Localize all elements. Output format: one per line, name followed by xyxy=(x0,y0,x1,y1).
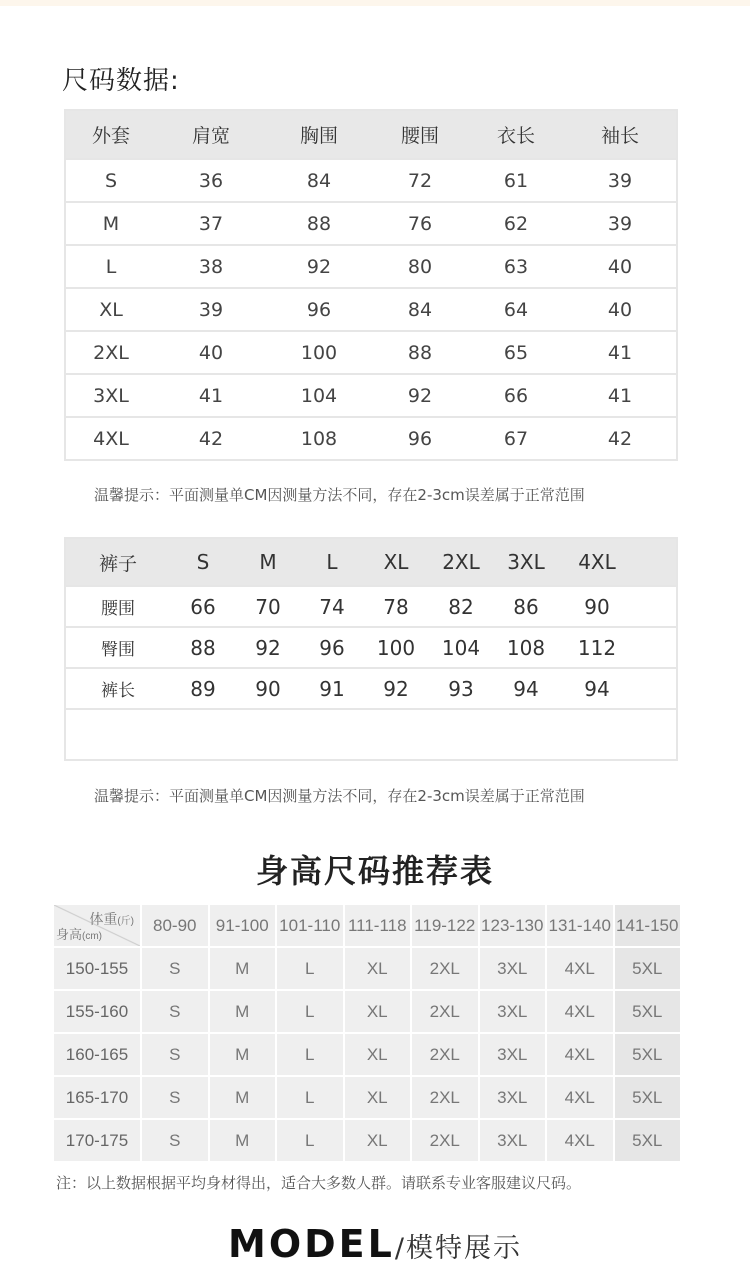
table-cell: 64 xyxy=(503,298,529,321)
table-row xyxy=(65,159,677,202)
table-cell: 61 xyxy=(503,169,529,192)
table-row xyxy=(54,948,680,989)
table-row xyxy=(54,1120,680,1161)
table-cell: 80 xyxy=(407,255,433,278)
table-cell: 100 xyxy=(300,341,338,364)
table-cell: 42 xyxy=(607,427,633,450)
table-cell: L xyxy=(277,1120,343,1161)
table-row xyxy=(54,1077,680,1118)
table-cell: 41 xyxy=(607,384,633,407)
pants-header-cell: 2XL xyxy=(442,550,480,574)
table-cell: XL xyxy=(345,991,411,1032)
table-cell: S xyxy=(142,1077,208,1118)
table-cell: 104 xyxy=(300,384,338,407)
coat-header-cell: 胸围 xyxy=(299,125,338,147)
table-cell: 90 xyxy=(584,594,610,619)
weight-range-header: 111-118 xyxy=(345,905,411,946)
table-cell: M xyxy=(210,948,276,989)
table-cell: 5XL xyxy=(615,1034,681,1075)
table-row xyxy=(65,374,677,417)
table-cell: S xyxy=(142,1034,208,1075)
height-range-cell: 170-175 xyxy=(54,1120,140,1161)
table-cell: 40 xyxy=(607,255,633,278)
coat-header-cell: 肩宽 xyxy=(191,125,230,147)
table-cell: 88 xyxy=(306,212,332,235)
coat-size-cell: S xyxy=(104,169,118,192)
table-cell: 3XL xyxy=(480,1077,546,1118)
table-cell: 38 xyxy=(198,255,224,278)
coat-header-cell: 袖长 xyxy=(600,125,639,147)
table-cell: 39 xyxy=(607,169,633,192)
measurement-tip: 温馨提示：平面测量单CM因测量方法不同，存在2-3cm误差属于正常范围 xyxy=(94,787,585,805)
table-cell: 91 xyxy=(319,676,345,701)
table-cell: 2XL xyxy=(412,991,478,1032)
table-cell: 4XL xyxy=(547,991,613,1032)
table-cell: 5XL xyxy=(615,1120,681,1161)
section-title: 尺码数据: xyxy=(62,66,180,96)
table-cell: 37 xyxy=(198,212,224,235)
table-cell: 5XL xyxy=(615,948,681,989)
empty-cell xyxy=(65,709,677,760)
coat-header-cell: 衣长 xyxy=(496,125,535,147)
table-cell: L xyxy=(277,991,343,1032)
coat-size-cell: XL xyxy=(99,298,123,321)
table-cell: 108 xyxy=(506,635,546,660)
table-cell: 2XL xyxy=(412,1120,478,1161)
height-range-cell: 160-165 xyxy=(54,1034,140,1075)
table-row xyxy=(65,627,677,668)
height-range-cell: 165-170 xyxy=(54,1077,140,1118)
table-cell: 4XL xyxy=(547,1034,613,1075)
table-cell: 86 xyxy=(513,594,539,619)
table-cell: 96 xyxy=(306,298,332,321)
table-cell: L xyxy=(277,1077,343,1118)
table-cell: XL xyxy=(345,1077,411,1118)
table-cell: 104 xyxy=(441,635,481,660)
table-cell: 5XL xyxy=(615,991,681,1032)
table-cell: 112 xyxy=(577,635,617,660)
table-row xyxy=(65,586,677,627)
table-cell: 67 xyxy=(503,427,529,450)
table-cell: 82 xyxy=(448,594,474,619)
coat-header-cell: 腰围 xyxy=(400,125,439,147)
weight-range-header: 101-110 xyxy=(277,905,343,946)
table-cell: 78 xyxy=(383,594,409,619)
table-cell: S xyxy=(142,948,208,989)
table-cell: 66 xyxy=(190,594,216,619)
pants-header-cell: L xyxy=(326,550,338,574)
table-cell: 108 xyxy=(300,427,338,450)
table-cell: 40 xyxy=(607,298,633,321)
table-cell: 96 xyxy=(319,635,345,660)
table-cell: M xyxy=(210,1034,276,1075)
recommendation-note: 注：以上数据根据平均身材得出，适合大多数人群。请联系专业客服建议尺码。 xyxy=(56,1174,582,1192)
weight-range-header: 91-100 xyxy=(210,905,276,946)
table-cell: M xyxy=(210,1077,276,1118)
pants-size-table xyxy=(64,537,678,761)
table-cell: 39 xyxy=(607,212,633,235)
table-cell: 41 xyxy=(198,384,224,407)
table-cell: 39 xyxy=(198,298,224,321)
table-cell: 3XL xyxy=(480,1120,546,1161)
table-row xyxy=(65,288,677,331)
coat-size-cell: 3XL xyxy=(93,384,129,407)
table-cell: 3XL xyxy=(480,1034,546,1075)
table-cell: M xyxy=(210,991,276,1032)
table-cell: S xyxy=(142,1120,208,1161)
table-cell: 42 xyxy=(198,427,224,450)
table-cell: L xyxy=(277,948,343,989)
table-cell: 76 xyxy=(407,212,433,235)
top-band xyxy=(0,0,750,6)
height-range-cell: 155-160 xyxy=(54,991,140,1032)
table-cell: XL xyxy=(345,1120,411,1161)
table-cell: 3XL xyxy=(480,991,546,1032)
table-cell: 92 xyxy=(407,384,433,407)
table-spacer xyxy=(636,668,677,709)
weight-range-header: 80-90 xyxy=(142,905,208,946)
model-heading-zh: /模特展示 xyxy=(394,1233,522,1264)
table-cell: 84 xyxy=(306,169,332,192)
table-spacer xyxy=(636,627,677,668)
model-heading-en: MODEL xyxy=(228,1222,395,1266)
table-cell: 92 xyxy=(383,676,409,701)
table-row xyxy=(54,991,680,1032)
table-cell: 88 xyxy=(190,635,216,660)
pants-header-cell: 4XL xyxy=(578,550,616,574)
table-cell: 92 xyxy=(255,635,281,660)
table-cell: L xyxy=(277,1034,343,1075)
table-cell: S xyxy=(142,991,208,1032)
pants-header-cell: S xyxy=(196,550,210,574)
table-cell: 65 xyxy=(503,341,529,364)
pants-header-cell: M xyxy=(259,550,277,574)
table-cell: 4XL xyxy=(547,1077,613,1118)
table-cell: 2XL xyxy=(412,1034,478,1075)
table-cell: 63 xyxy=(503,255,529,278)
coat-size-cell: 2XL xyxy=(93,341,129,364)
coat-header-row xyxy=(65,110,677,159)
table-cell: 41 xyxy=(607,341,633,364)
table-cell: 5XL xyxy=(615,1077,681,1118)
corner-cell xyxy=(54,905,140,946)
pants-header-spacer xyxy=(636,538,677,586)
table-cell: 94 xyxy=(584,676,610,701)
table-cell: 62 xyxy=(503,212,529,235)
table-spacer xyxy=(636,586,677,627)
table-row xyxy=(65,417,677,460)
table-cell: XL xyxy=(345,1034,411,1075)
table-row xyxy=(65,331,677,374)
height-range-cell: 150-155 xyxy=(54,948,140,989)
empty-row xyxy=(65,709,677,760)
pants-header-cell: 3XL xyxy=(507,550,545,574)
table-cell: 90 xyxy=(255,676,281,701)
pants-header-cell: 裤子 xyxy=(98,552,137,575)
coat-size-cell: 4XL xyxy=(93,427,129,450)
corner-diagonal xyxy=(54,905,140,946)
table-cell: 94 xyxy=(513,676,539,701)
table-cell: 2XL xyxy=(412,1077,478,1118)
corner-weight-label: 体重(斤) xyxy=(89,911,134,927)
pants-measure-label: 裤长 xyxy=(101,681,135,701)
table-cell: 3XL xyxy=(480,948,546,989)
table-cell: 96 xyxy=(407,427,433,450)
table-cell: 2XL xyxy=(412,948,478,989)
weight-range-header: 141-150 xyxy=(615,905,681,946)
weight-range-header: 119-122 xyxy=(412,905,478,946)
table-cell: 84 xyxy=(407,298,433,321)
table-cell: 40 xyxy=(198,341,224,364)
pants-measure-label: 臀围 xyxy=(101,640,135,660)
recommendation-title: 身高尺码推荐表 xyxy=(255,852,494,890)
coat-size-cell: M xyxy=(102,212,120,235)
pants-header-cell: XL xyxy=(383,550,409,574)
corner-height-label: 身高(cm) xyxy=(56,927,103,942)
weight-range-header: 131-140 xyxy=(547,905,613,946)
size-recommendation-table xyxy=(52,903,682,1163)
table-cell: 88 xyxy=(407,341,433,364)
table-cell: 89 xyxy=(190,676,216,701)
pants-measure-label: 腰围 xyxy=(101,599,135,619)
table-cell: 100 xyxy=(376,635,416,660)
table-cell: 4XL xyxy=(547,1120,613,1161)
table-cell: 36 xyxy=(198,169,224,192)
coat-header-cell: 外套 xyxy=(91,125,130,147)
table-cell: 66 xyxy=(503,384,529,407)
table-cell: 92 xyxy=(306,255,332,278)
rec-header-row xyxy=(54,905,680,946)
coat-size-table xyxy=(64,109,678,461)
table-cell: 74 xyxy=(319,594,345,619)
table-row xyxy=(54,1034,680,1075)
table-row xyxy=(65,668,677,709)
pants-header-row xyxy=(65,538,677,586)
table-row xyxy=(65,245,677,288)
table-cell: M xyxy=(210,1120,276,1161)
coat-size-cell: L xyxy=(105,255,117,278)
table-cell: 4XL xyxy=(547,948,613,989)
table-cell: 70 xyxy=(255,594,281,619)
weight-range-header: 123-130 xyxy=(480,905,546,946)
table-cell: XL xyxy=(345,948,411,989)
model-heading xyxy=(0,1222,750,1266)
table-cell: 93 xyxy=(448,676,474,701)
table-cell: 72 xyxy=(407,169,433,192)
table-row xyxy=(65,202,677,245)
measurement-tip: 温馨提示：平面测量单CM因测量方法不同，存在2-3cm误差属于正常范围 xyxy=(94,486,585,504)
